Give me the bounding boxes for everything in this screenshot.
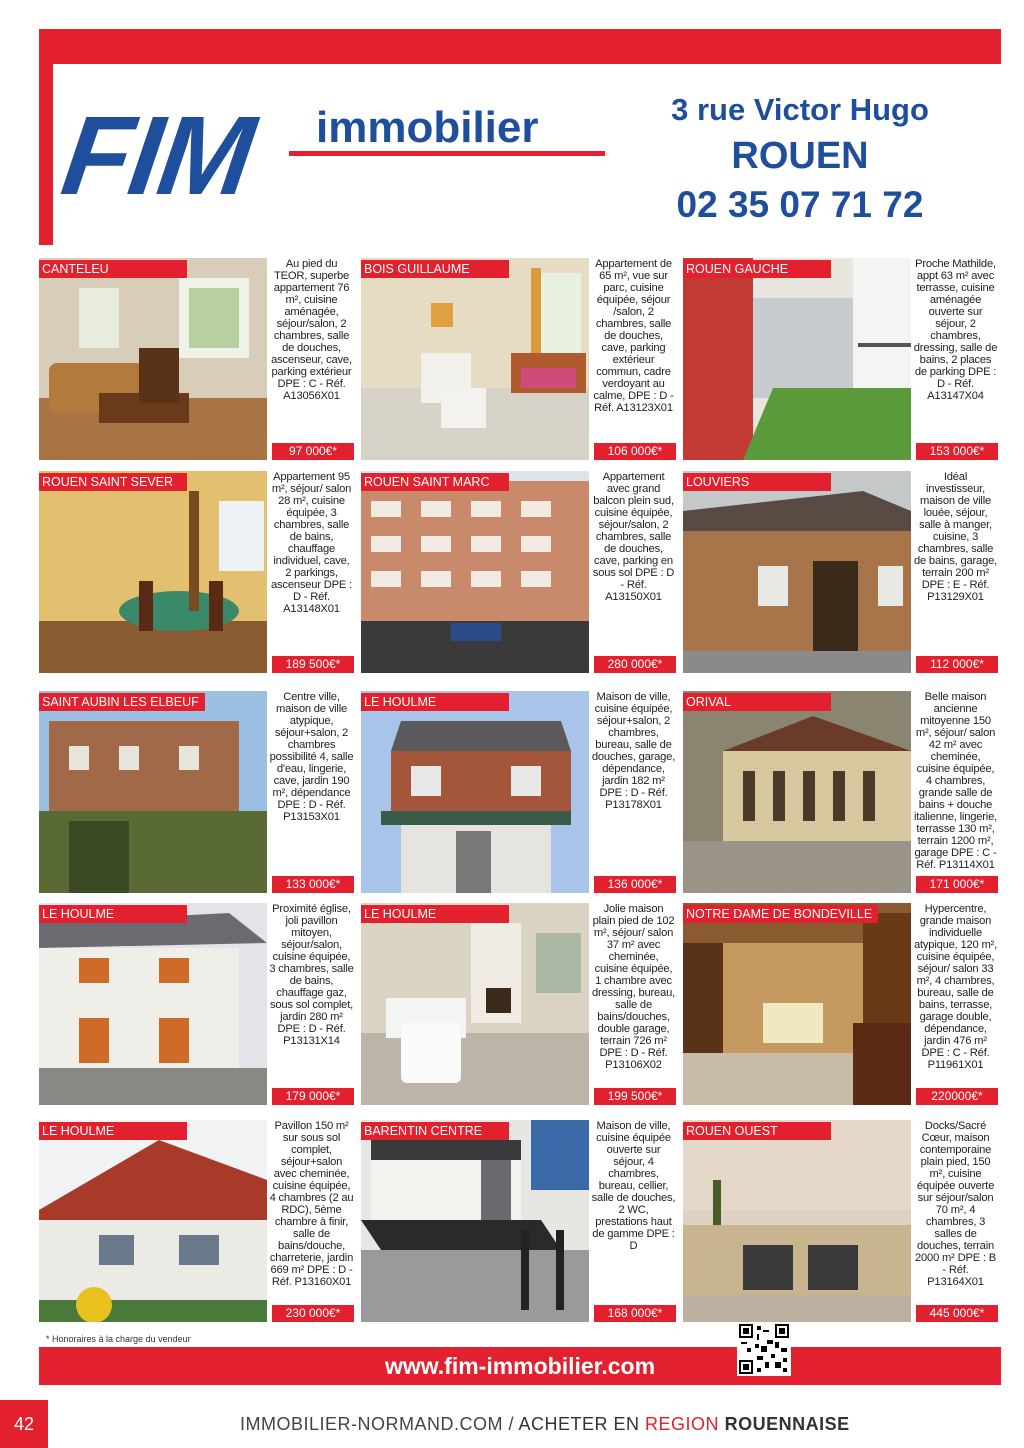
listing-location: ROUEN OUEST (683, 1122, 831, 1140)
listing-description: Maison de ville, cuisine équipée, séjour+salon, 2 chambres, bureau, salle de douches, garage, dépendance, jardin 182 m² DPE : D - Réf. P13178X01 (591, 691, 676, 811)
listing-description: Centre ville, maison de ville atypique, séjour+salon, 2 chambres possibilité 4, salle d'eau, lingerie, cave, jardin 190 m², dépendance DPE : D - Réf. P13153X01 (269, 691, 354, 823)
listing-card[interactable] (39, 691, 356, 893)
page-number: 42 (0, 1400, 48, 1448)
listing-price: 171 000€* (916, 876, 998, 893)
listing-description: Pavillon 150 m² sur sous sol complet, séjour+salon avec cheminée, cuisine équipée, 4 chambres (2 au RDC), 5ème chambre à finir, salle de bains/douche, charreterie, jardin 669 m² DPE : D - Réf. P13160X01 (269, 1120, 354, 1288)
listing-location: CANTELEU (39, 260, 187, 278)
footer-rouennaise: ROUENNAISE (719, 1414, 850, 1434)
listing-location: LE HOULME (361, 905, 509, 923)
fim-logo (55, 93, 624, 220)
listing-price: 189 500€* (272, 656, 354, 673)
listing-card[interactable] (683, 258, 1000, 460)
listing-description: Jolie maison plain pied de 102 m², séjour/ salon 37 m² avec cheminée, cuisine équipée, 1 chambre avec dressing, bureau, salle de bains/douches, double garage, terrain 726 m² DPE : D - Réf. P13106X02 (591, 903, 676, 1071)
footer-region: REGION (645, 1414, 720, 1434)
listing-card[interactable] (39, 471, 356, 673)
logo-immobilier-text: immobilier (316, 103, 539, 152)
listing-price: 168 000€* (594, 1305, 676, 1322)
listing-price: 280 000€* (594, 656, 676, 673)
listing-price: 153 000€* (916, 443, 998, 460)
listing-card[interactable] (361, 691, 678, 893)
listing-description: Idéal investisseur, maison de ville louée, séjour, salle à manger, cuisine, 3 chambres, salle de bains, garage, terrain 200 m² DPE : E - Réf. P13129X01 (913, 471, 998, 603)
fees-footnote: * Honoraires à la charge du vendeur (46, 1334, 191, 1344)
footer-separator: / (503, 1414, 519, 1434)
listing-card[interactable] (683, 903, 1000, 1105)
listing-card[interactable] (361, 258, 678, 460)
listing-price: 112 000€* (916, 656, 998, 673)
listing-photo (39, 903, 267, 1105)
logo-fim-text: FIM (55, 93, 260, 218)
listing-location: ROUEN SAINT SEVER (39, 473, 187, 491)
agency-phone[interactable]: 02 35 07 71 72 (676, 184, 924, 225)
listing-location: ORIVAL (683, 693, 831, 711)
website-bar (39, 1347, 1001, 1385)
listing-location: LE HOULME (361, 693, 509, 711)
listing-photo (39, 258, 267, 460)
listing-card[interactable] (683, 691, 1000, 893)
listing-location: LOUVIERS (683, 473, 831, 491)
listing-photo (361, 691, 589, 893)
listing-photo (683, 258, 911, 460)
website-link[interactable]: www.fim-immobilier.com (384, 1353, 656, 1379)
listing-price: 97 000€* (272, 443, 354, 460)
listing-card[interactable] (361, 1120, 678, 1322)
listing-photo (361, 903, 589, 1105)
header-red-bar (39, 29, 1001, 64)
listing-description: Appartement 95 m², séjour/ salon 28 m², cuisine équipée, 3 chambres, salle de bains, chauffage individuel, cave, 2 parkings, ascenseur DPE : D - Réf. A13148X01 (271, 471, 352, 615)
listing-description: Au pied du TEOR, superbe appartement 76 m², cuisine aménagée, séjour/salon, 2 chambres, salle de douches, ascenseur, cave, parking extérieur DPE : C - Réf. A13056X01 (271, 258, 352, 402)
listing-photo (683, 691, 911, 893)
listing-location: BOIS GUILLAUME (361, 260, 509, 278)
listing-price: 220000€* (916, 1088, 998, 1105)
listings-grid (39, 258, 1001, 1322)
listing-card[interactable] (39, 903, 356, 1105)
listing-price: 445 000€* (916, 1305, 998, 1322)
header-red-side (39, 29, 53, 245)
listing-description: Proche Mathilde, appt 63 m² avec terrasse, cuisine aménagée ouverte sur séjour, 2 chambres, dressing, salle de bains, 2 places de parking DPE : D - Réf. A13147X04 (913, 258, 998, 402)
listing-photo (683, 903, 911, 1105)
footer-acheter: ACHETER EN (518, 1414, 646, 1434)
listing-price: 133 000€* (272, 876, 354, 893)
listing-location: BARENTIN CENTRE (361, 1122, 509, 1140)
listing-location: ROUEN SAINT MARC (361, 473, 509, 491)
listing-description: Docks/Sacré Cœur, maison contemporaine plain pied, 150 m², cuisine équipée ouverte sur séjour/salon 70 m², 4 chambres, 3 salles de douches, terrain 2000 m² DPE : B - Réf. P13164X01 (915, 1120, 996, 1288)
listing-location: ROUEN GAUCHE (683, 260, 831, 278)
agency-contact (630, 90, 970, 228)
agency-city: ROUEN (731, 135, 869, 177)
listing-price: 179 000€* (272, 1088, 354, 1105)
listing-photo (39, 471, 267, 673)
listing-photo (361, 471, 589, 673)
listing-card[interactable] (39, 1120, 356, 1322)
listing-description: Maison de ville, cuisine équipée ouverte sur séjour, 4 chambres, bureau, cellier, salle de douches, 2 WC, prestations haut de gamme DPE : D (591, 1120, 676, 1252)
listing-description: Proximité église, joli pavillon mitoyen, séjour/salon, cuisine équipée, 3 chambres, salle de bains, chauffage gaz, sous sol complet, jardin 280 m² DPE : D - Réf. P13131X14 (269, 903, 354, 1047)
listing-card[interactable] (683, 1120, 1000, 1322)
listing-location: LE HOULME (39, 1122, 187, 1140)
listing-location: SAINT AUBIN LES ELBEUF (39, 693, 205, 711)
qr-code-icon[interactable] (737, 1322, 791, 1376)
listing-description: Appartement de 65 m², vue sur parc, cuisine équipée, séjour /salon, 2 chambres, salle de douches, cave, parking extérieur commun, cadre verdoyant au calme, DPE : D - Réf. A13123X01 (593, 258, 674, 414)
listing-photo (39, 691, 267, 893)
listing-description: Belle maison ancienne mitoyenne 150 m², séjour/ salon 42 m² avec cheminée, cuisine équipée, 4 chambres, grande salle de bains + douche italienne, lingerie, terrasse 130 m², terrain 1200 m², garage DPE : C - Réf. P13114X01 (913, 691, 998, 871)
publication-footer (240, 1412, 850, 1436)
listing-card[interactable] (39, 258, 356, 460)
listing-price: 106 000€* (594, 443, 676, 460)
listing-price: 136 000€* (594, 876, 676, 893)
listing-card[interactable] (683, 471, 1000, 673)
listing-card[interactable] (361, 471, 678, 673)
listing-photo (683, 1120, 911, 1322)
listing-photo (683, 471, 911, 673)
listing-photo (361, 1120, 589, 1322)
listing-price: 230 000€* (272, 1305, 354, 1322)
listing-photo (361, 258, 589, 460)
footer-site: IMMOBILIER-NORMAND.COM (240, 1414, 503, 1434)
listing-location: NOTRE DAME DE BONDEVILLE (683, 905, 878, 923)
listing-location: LE HOULME (39, 905, 187, 923)
agency-street: 3 rue Victor Hugo (671, 92, 929, 127)
listing-description: Appartement avec grand balcon plein sud, cuisine équipée, séjour/salon, 2 chambres, salle de douches, cave, parking en sous sol DPE : D - Réf. A13150X01 (592, 471, 675, 603)
listing-card[interactable] (361, 903, 678, 1105)
listing-photo (39, 1120, 267, 1322)
listing-price: 199 500€* (594, 1088, 676, 1105)
listing-description: Hypercentre, grande maison individuelle atypique, 120 m², cuisine équipée, séjour/ salon 33 m², 4 chambres, bureau, salle de bains, terrasse, garage double, dépendance, jardin 476 m² DPE : C - Réf. P11961X01 (913, 903, 998, 1071)
